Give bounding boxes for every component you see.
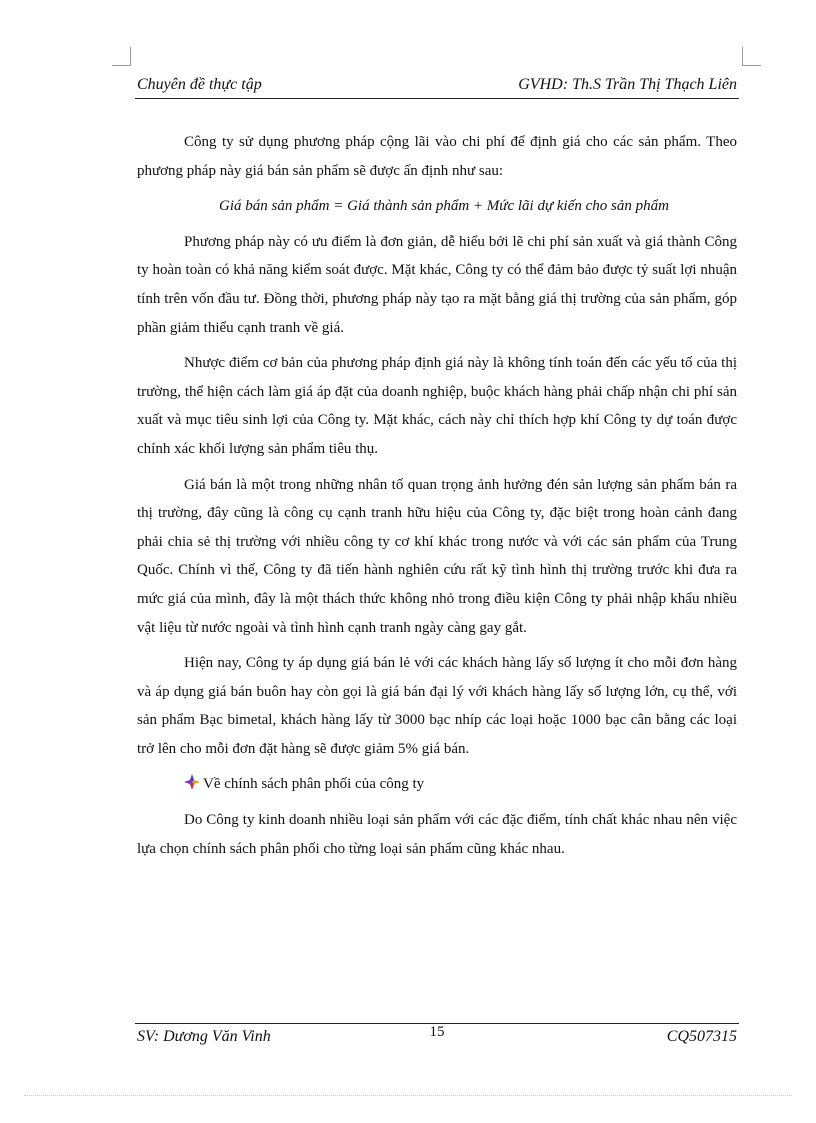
footer-student-id: CQ507315 [666,1028,737,1045]
paragraph-pricing-method: Công ty sử dụng phương pháp cộng lãi vào chi phí để định giá cho các sản phẩm. Theo phương pháp này giá bán sản phẩm sẽ được ấn định như sau: [137,134,737,179]
four-point-star-bullet-icon [184,772,200,788]
page-number: 15 [429,1024,445,1040]
pricing-formula: Giá bán sản phẩm = Giá thành sản phẩm + Mức lãi dự kiến cho sản phẩm [219,198,669,215]
paragraph-disadvantages: Nhược điểm cơ bản của phương pháp định giá này là không tính toán đến các yếu tố của thị trường, thể hiện cách làm giá áp đặt của doanh nghiệp, buộc khách hàng phải chấp nhận chi phí sản xuất và mục tiêu sinh lợi của Công ty. Mặt khác, cách này chỉ thích hợp khí Công ty dự toán được chính xác khối lượng sản phẩm tiêu thụ. [137,355,737,457]
paragraph-retail-wholesale: Hiện nay, Công ty áp dụng giá bán lẻ với các khách hàng lấy số lượng ít cho mỗi đơn hàng và áp dụng giá bán buôn hay còn gọi là giá bán đại lý với khách hàng lấy số lượng lớn, cụ thể, với sản phẩm Bạc bimetal, khách hàng lấy từ 3000 bạc nhíp các loại hoặc 1000 bạc cân bằng các loại trở lên cho mỗi đơn đặt hàng sẽ được giảm 5% giá bán. [137,655,737,757]
paragraph-distribution: Do Công ty kinh doanh nhiều loại sản phẩm với các đặc điểm, tính chất khác nhau nên việc lựa chọn chính sách phân phối cho từng loại sản phẩm cũng khác nhau. [137,812,737,857]
page-header [135,74,739,99]
header-supervisor: GVHD: Th.S Trần Thị Thạch Liên [518,76,737,93]
paragraph-advantages: Phương pháp này có ưu điểm là đơn giản, dễ hiểu bởi lẽ chi phí sản xuất và giá thành Công ty hoàn toàn có khả năng kiểm soát được. Mặt khác, Công ty có thể đảm bảo được tỷ suất lợi nhuận tính trên vốn đầu tư. Đồng thời, phương pháp này tạo ra mặt bằng giá thị trường của sản phẩm, góp phần giảm thiểu cạnh tranh về giá. [137,233,737,336]
page-boundary-line [24,1095,792,1096]
page-body [137,128,737,870]
paragraph-price-factor: Giá bán là một trong những nhân tố quan trọng ảnh hưởng đén sản lượng sản phẩm bán ra thị trường, đây cũng là công cụ cạnh tranh hữu hiệu của Công ty, đặc biệt trong hoàn cảnh đang phải chia sẻ thị trường với nhiều công ty cơ khí khác trong nước và với các sản phẩm của Trung Quốc. Chính vì thế, Công ty đã tiến hành nghiên cứu rất kỹ tình hình thị trường trước khi đưa ra mức giá của mình, đây là một thách thức không nhỏ trong điều kiện Công ty phải nhập khẩu nhiều vật liệu từ nước ngoài và tình hình cạnh tranh ngày càng gay gắt. [137,476,737,636]
header-document-type: Chuyên đề thực tập [137,76,262,93]
footer-student-name: SV: Dương Văn Vinh [137,1028,271,1045]
crop-mark-top-right [742,47,761,66]
page-footer [135,1023,739,1050]
section-heading-distribution [137,770,737,799]
section-heading-text: Về chính sách phân phối của công ty [203,776,425,793]
crop-mark-top-left [112,47,131,66]
